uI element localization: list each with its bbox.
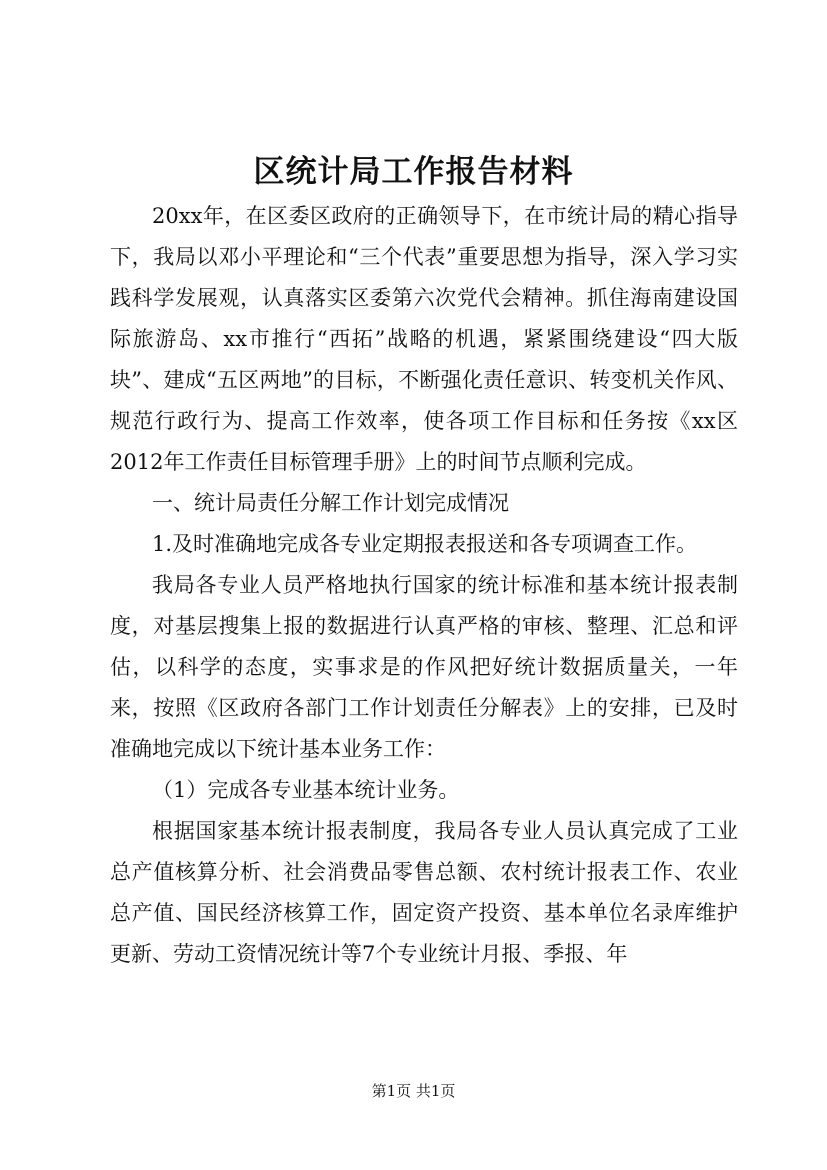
- subsection-heading: 1.及时准确地完成各专业定期报表报送和各专项调查工作。: [152, 532, 698, 556]
- paragraph-intro: 20xx年，在区委区政府的正确领导下，在市统计局的精心指导下，我局以邓小平理论和“三个代表”重要思想为指导，深入学习实践科学发展观，认真落实区委第六次党代会精神。抓住海南建设国际旅游岛、xx市推行“西拓”战略的机遇，紧紧围绕建设“四大版块”、建成“五区两地”的目标，不断强化责任意识、转变机关作风、规范行政行为、提高工作效率，使各项工作目标和任务按《xx区2012年工作责任目标管理手册》上的时间节点顺利完成。: [110, 204, 738, 474]
- item-heading: （1）完成各专业基本统计业务。: [152, 778, 460, 802]
- section-heading: 一、统计局责任分解工作计划完成情况: [152, 491, 509, 515]
- paragraph-body: 根据国家基本统计报表制度，我局各专业人员认真完成了工业总产值核算分析、社会消费品零售总额、农村统计报表工作、农业总产值、国民经济核算工作，固定资产投资、基本单位名录库维护更新、劳动工资情况统计等7个专业统计月报、季报、年: [110, 819, 738, 966]
- page-number: 第1页 共1页: [371, 1082, 456, 1100]
- paragraph-body: 我局各专业人员严格地执行国家的统计标准和基本统计报表制度，对基层搜集上报的数据进行认真严格的审核、整理、汇总和评估，以科学的态度，实事求是的作风把好统计数据质量关，一年来，按照《区政府各部门工作计划责任分解表》上的安排，已及时准确地完成以下统计基本业务工作：: [110, 573, 738, 761]
- document-title: 区统计局工作报告材料: [253, 154, 574, 190]
- document-body: [110, 196, 738, 975]
